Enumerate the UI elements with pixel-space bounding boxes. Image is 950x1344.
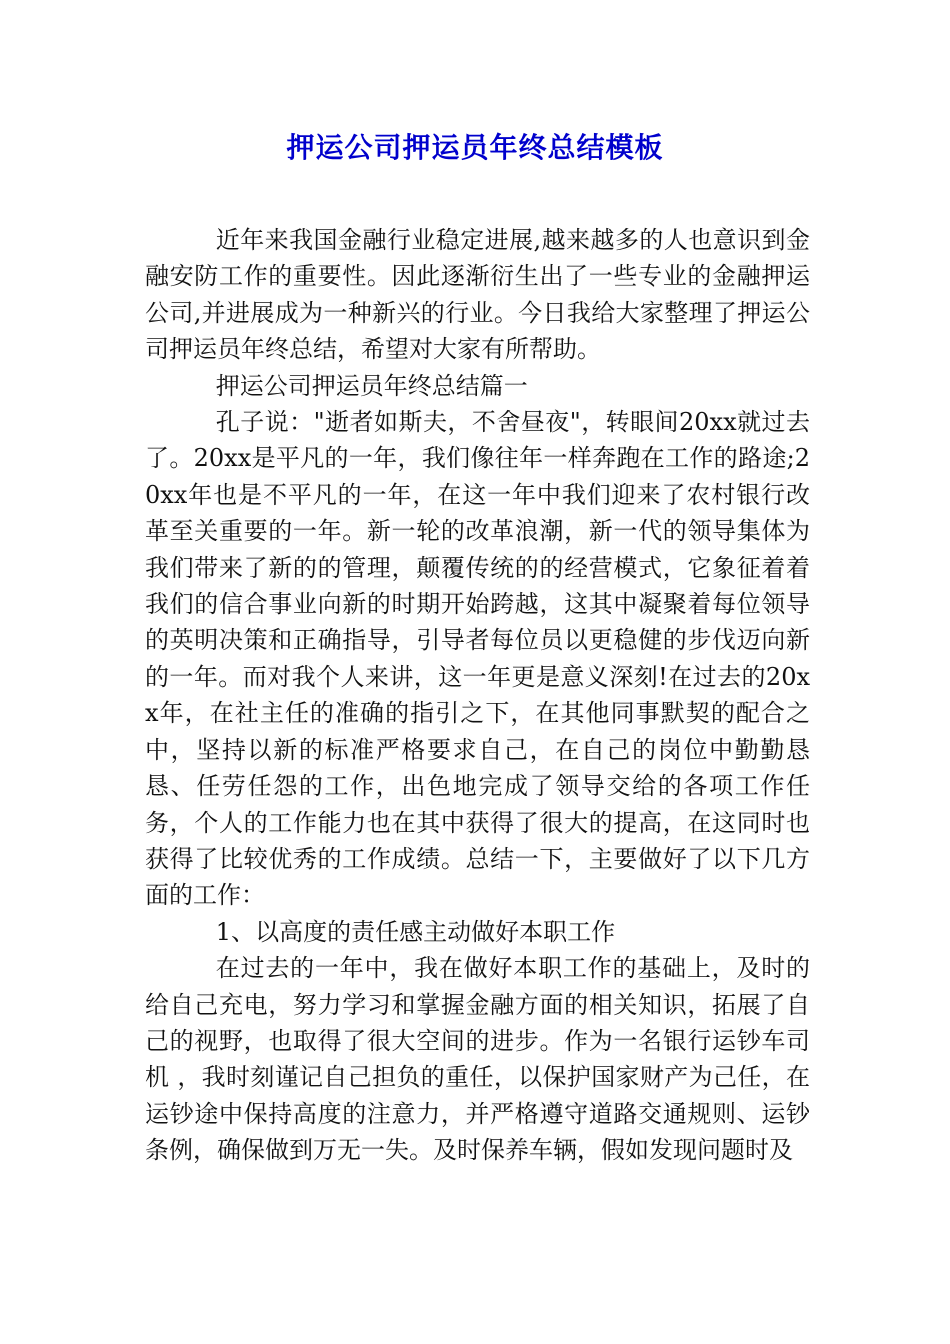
intro-paragraph: 近年来我国金融行业稳定进展,越来越多的人也意识到金融安防工作的重要性。因此逐渐衍生出了一些专业的金融押运公司,并进展成为一种新兴的行业。今日我给大家整理了押运公司押运员年终总结，希望对大家有所帮助。 — [145, 226, 810, 364]
document-title: 押运公司押运员年终总结模板 — [286, 131, 664, 164]
document-body — [145, 222, 810, 1169]
body-paragraph: 孔子说："逝者如斯夫，不舍昼夜"，转眼间20xx就过去了。20xx是平凡的一年，我们像往年一样奔跑在工作的路途;20xx年也是不平凡的一年，在这一年中我们迎来了农村银行改革至关重要的一年。新一轮的改革浪潮，新一代的领导集体为我们带来了新的的管理，颠覆传统的的经营模式，它象征着着我们的信合事业向新的时期开始跨越，这其中凝聚着每位领导的英明决策和正确指导，引导者每位员以更稳健的步伐迈向新的一年。而对我个人来讲，这一年更是意义深刻!在过去的20xx年，在社主任的准确的指引之下，在其他同事默契的配合之中，坚持以新的标准严格要求自己，在自己的岗位中勤勤恳恳、任劳任怨的工作，出色地完成了领导交给的各项工作任务，个人的工作能力也在其中获得了很大的提高，在这同时也获得了比较优秀的工作成绩。总结一下，主要做好了以下几方面的工作： — [145, 408, 810, 910]
body-paragraph: 在过去的一年中，我在做好本职工作的基础上，及时的给自己充电，努力学习和掌握金融方面的相关知识，拓展了自己的视野，也取得了很大空间的进步。作为一名银行运钞车司机 ，我时刻谨记自己担负的重任，以保护国家财产为己任，在运钞途中保持高度的注意力，并严格遵守道路交通规则、运钞条例，确保做到万无一失。及时保养车辆，假如发现问题时及 — [145, 954, 810, 1165]
section-heading-part-one: 押运公司押运员年终总结篇一 — [215, 371, 528, 400]
subsection-heading-1: 1、以高度的责任感主动做好本职工作 — [215, 917, 616, 946]
